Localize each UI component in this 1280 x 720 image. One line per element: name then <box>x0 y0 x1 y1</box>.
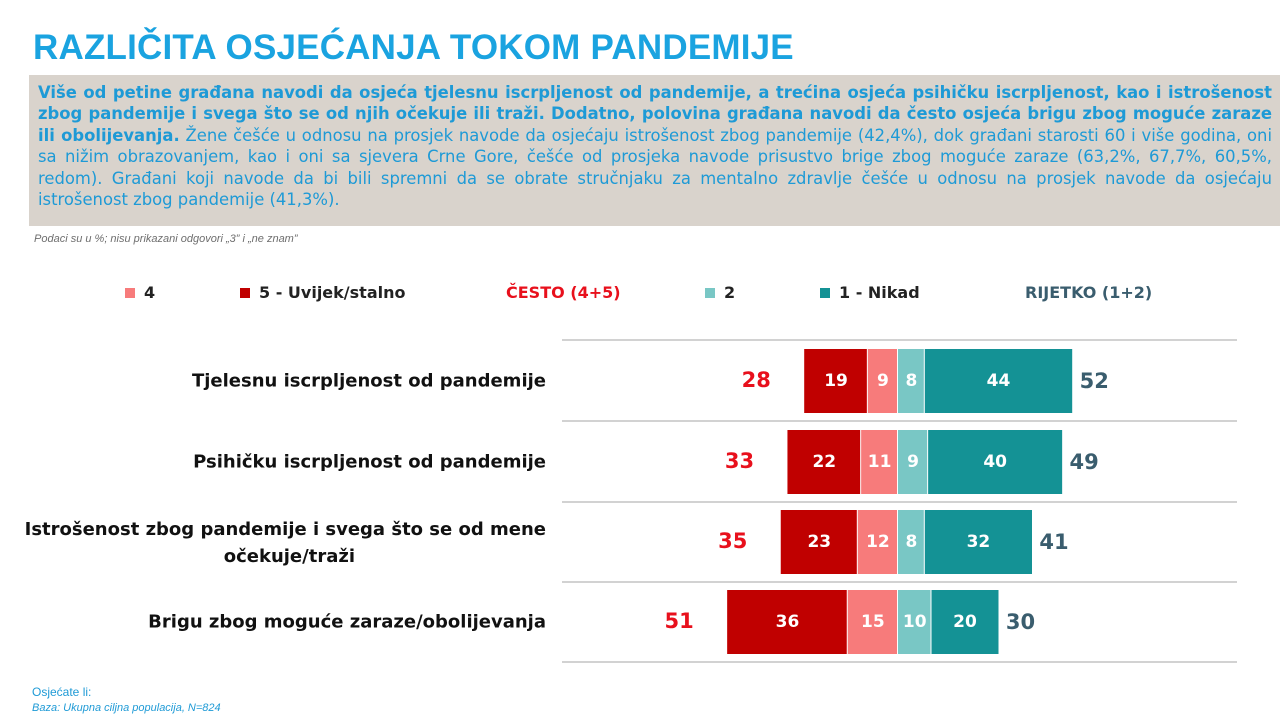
data-label-1-row-1: 40 <box>983 452 1007 472</box>
total-often-row-2: 35 <box>718 529 748 553</box>
category-label-row-3: Brigu zbog moguće zaraze/obolijevanja <box>148 611 546 633</box>
legend-label-1: 1 - Nikad <box>839 283 920 302</box>
total-often-row-1: 33 <box>724 449 755 473</box>
summary-bold-text: Više od petine građana navodi da osjeća tjelesnu iscrpljenost od pandemije, a trećina osjeća psihičku iscrpljenost, kao i istrošenost zbog pandemije i svega što se od njih očekuje ili traži. Dodatno, polovina građana navodi da često osjeća brigu zbog moguće zaraze ili obolijevanja. <box>38 83 1272 145</box>
total-rarely-row-1: 49 <box>1069 450 1099 474</box>
footer-question: Osjećate li: <box>32 685 92 699</box>
data-label-1-row-2: 32 <box>966 532 991 552</box>
data-label-2-row-0: 8 <box>905 371 918 391</box>
data-label-4-row-1: 11 <box>867 452 892 472</box>
data-label-2-row-2: 8 <box>905 532 918 552</box>
total-rarely-row-2: 41 <box>1039 530 1069 554</box>
legend-label-4: 4 <box>144 283 156 302</box>
legend-label-rarely: RIJETKO (1+2) <box>1025 283 1153 302</box>
total-rarely-row-3: 30 <box>1005 610 1036 634</box>
category-label-line-2: očekuje/traži <box>223 545 355 567</box>
data-label-5-row-0: 19 <box>824 371 848 391</box>
category-label-row-1: Psihičku iscrpljenost od pandemije <box>193 451 546 473</box>
data-label-5-row-3: 36 <box>775 612 800 632</box>
page-title: RAZLIČITA OSJEĆANJA TOKOM PANDEMIJE <box>33 28 794 67</box>
summary-normal-text: Žene češće u odnosu na prosjek navode da osjećaju istrošenost zbog pandemije (42,4%), dok građani starosti 60 i više godina, oni sa nižim obrazovanjem, kao i oni sa sjevera Crne Gore, češće od prosjeka navode prisustvo brige zbog moguće zaraze (63,2%, 67,7%, 60,5%, redom). Građani koji navode da bi bili spremni da se obrate stručnjaku za mentalno zdravlje češće u odnosu na prosjek navode da osjećaju istrošenost zbog pandemije (41,3%). <box>38 125 1272 210</box>
total-often-row-0: 28 <box>741 368 771 392</box>
category-label-line-1: Istrošenost zbog pandemije i svega što se od mene <box>24 518 546 540</box>
data-label-4-row-2: 12 <box>866 532 890 552</box>
category-label-row-0: Tjelesnu iscrpljenost od pandemije <box>191 370 546 392</box>
data-label-1-row-3: 20 <box>953 612 977 632</box>
data-note: Podaci su u %; nisu prikazani odgovori „3” i „ne znam” <box>34 233 298 245</box>
data-label-1-row-0: 44 <box>986 371 1011 391</box>
legend-label-5: 5 - Uvijek/stalno <box>259 283 406 302</box>
data-label-2-row-3: 10 <box>902 612 927 632</box>
data-label-2-row-1: 9 <box>907 452 919 472</box>
total-rarely-row-0: 52 <box>1079 369 1109 393</box>
legend-label-often: ČESTO (4+5) <box>506 283 621 302</box>
legend-label-2: 2 <box>724 283 736 302</box>
footer-base: Baza: Ukupna ciljna populacija, N=824 <box>32 702 221 714</box>
category-label-row-2 <box>25 519 546 567</box>
data-label-5-row-2: 23 <box>807 532 832 552</box>
data-label-4-row-0: 9 <box>877 371 889 391</box>
total-often-row-3: 51 <box>664 609 694 633</box>
data-label-5-row-1: 22 <box>812 452 837 472</box>
data-label-4-row-3: 15 <box>861 612 885 632</box>
